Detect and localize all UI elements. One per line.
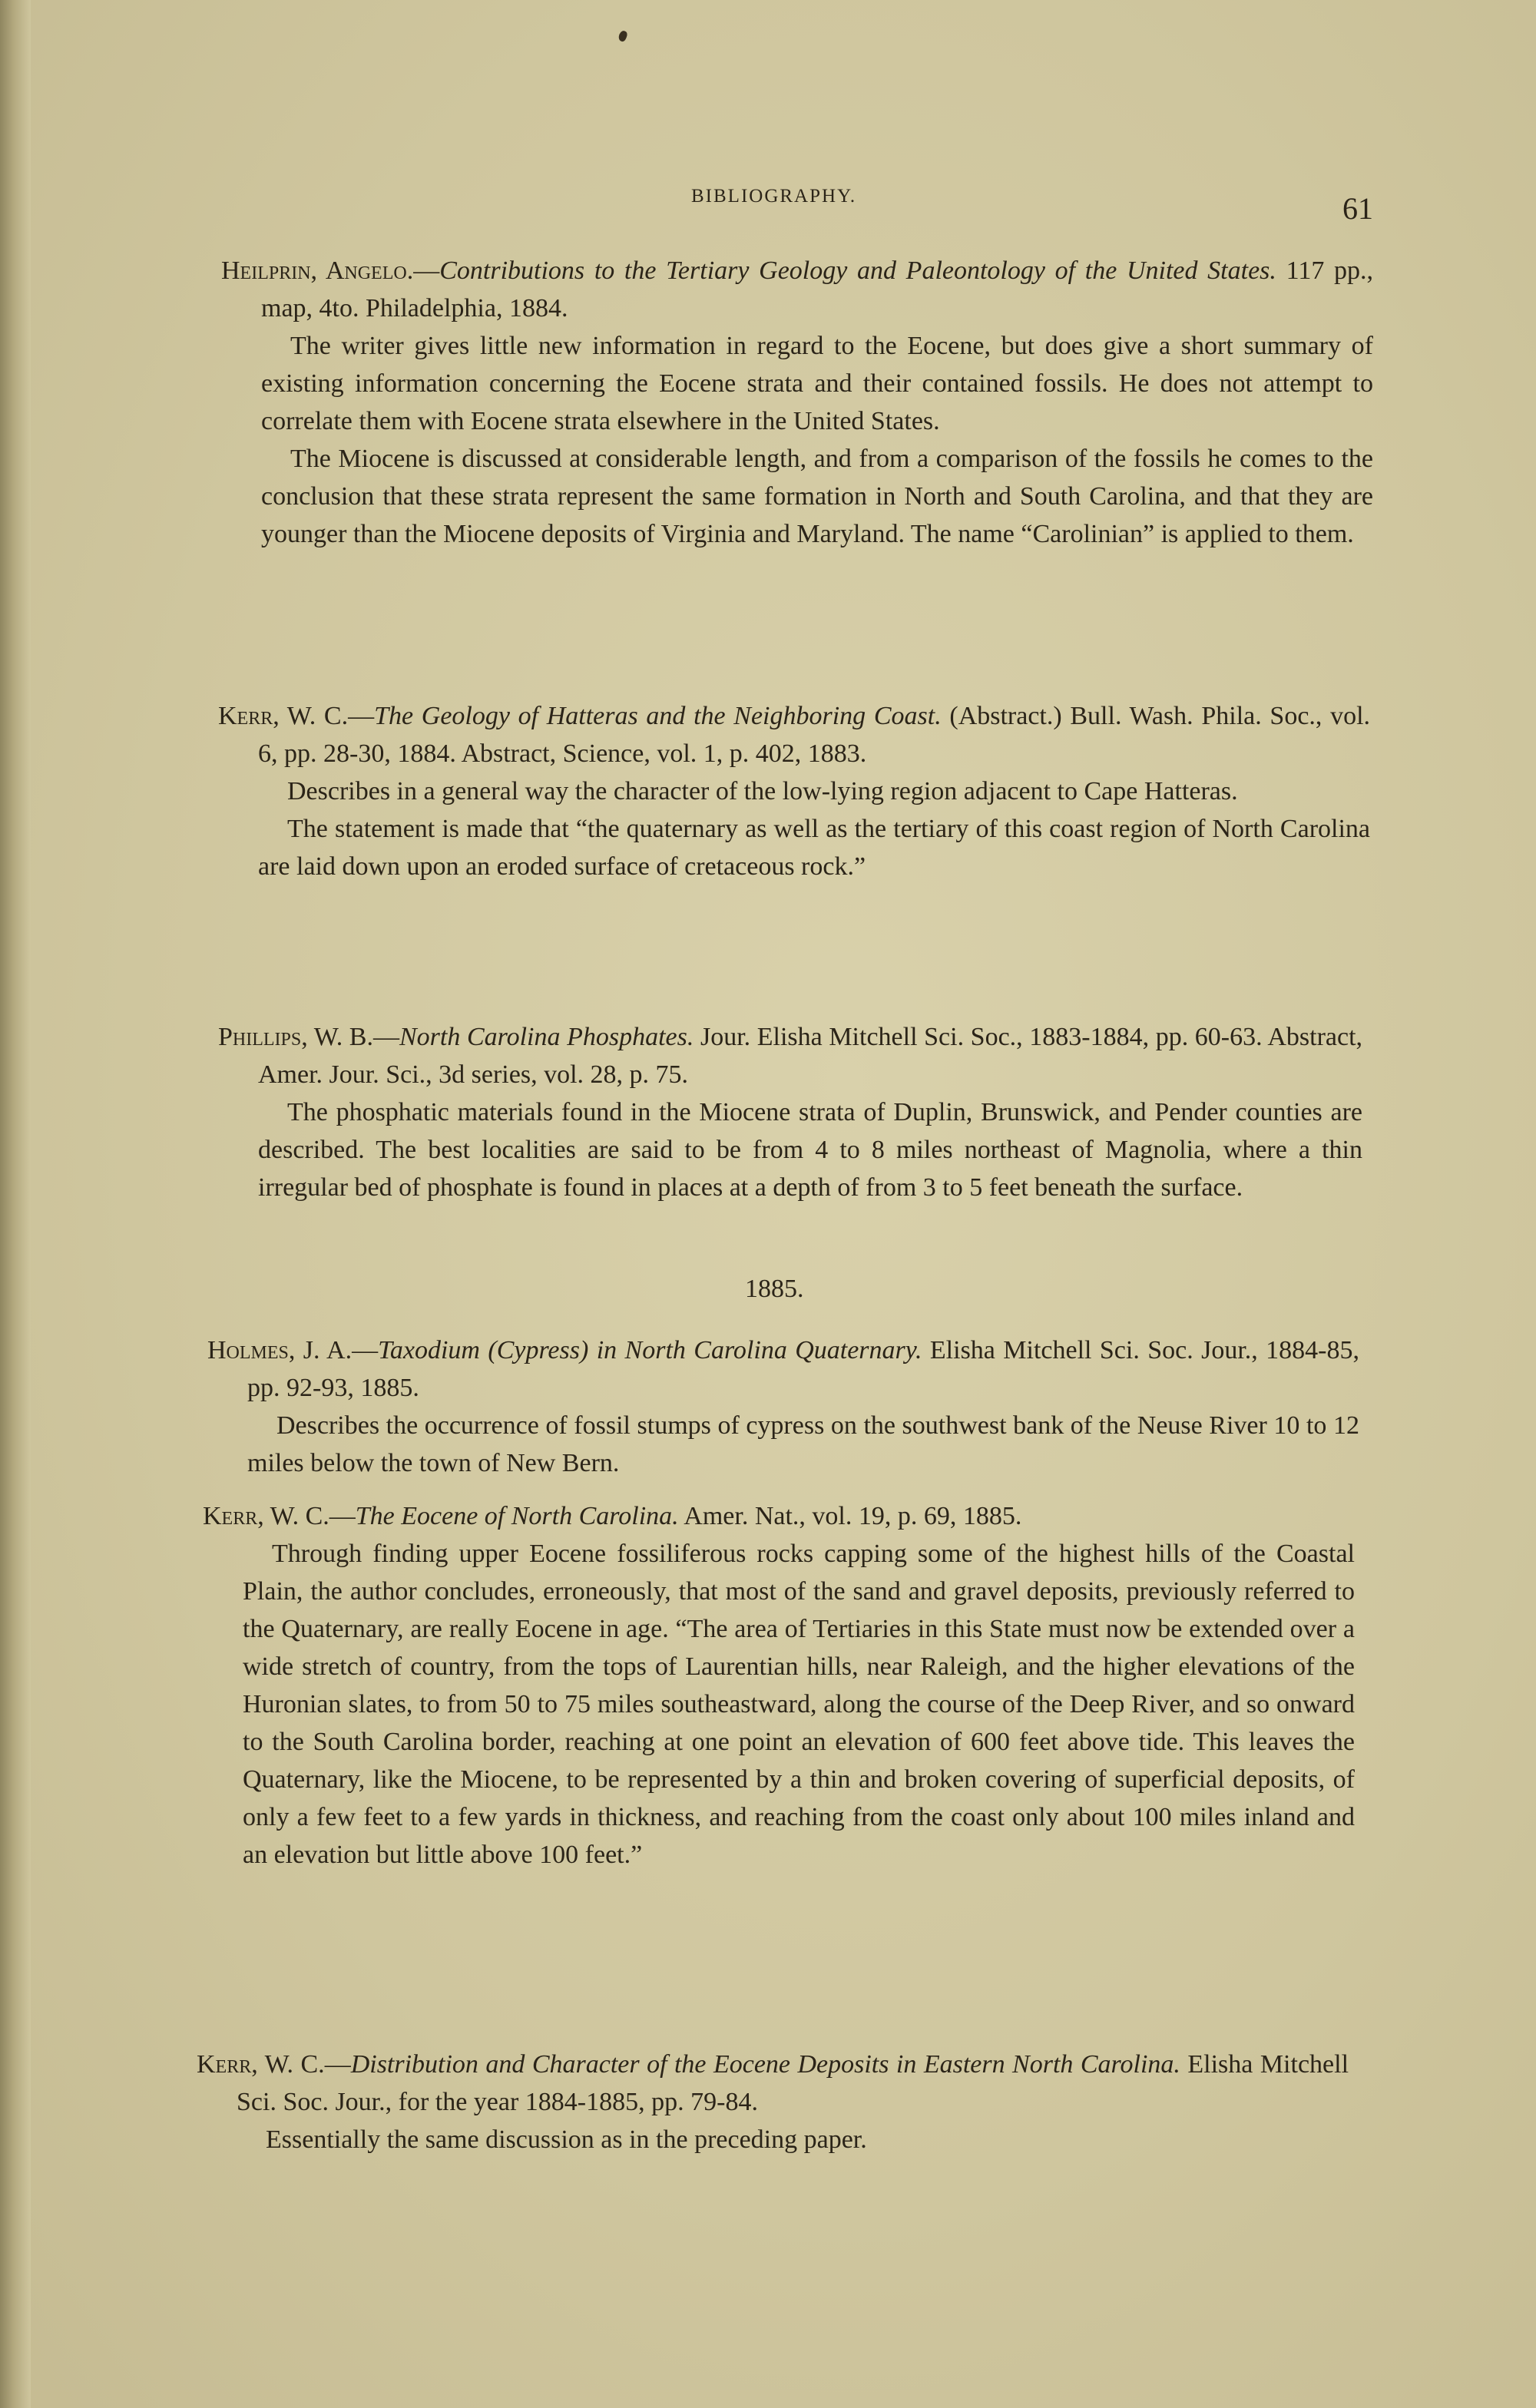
- page-number: 61: [1342, 191, 1373, 226]
- entry-author: Heilprin, Angelo.: [221, 256, 414, 285]
- entry-title: Distribution and Character of the Eocene Deposits in Eastern North Carolina.: [350, 2050, 1180, 2079]
- entry-citation-line: [197, 2046, 1349, 2121]
- bibliography-entry: [218, 697, 1370, 885]
- entry-separator: —: [413, 256, 440, 285]
- entry-author: Kerr, W. C.: [197, 2050, 325, 2079]
- entry-description: The writer gives little new information in regard to the Eocene, but does give a short summary of existing information concerning the Eocene strata and their contained fossils. He does not attempt to correlate them with Eocene strata elsewhere in the United States.: [261, 332, 1373, 435]
- entry-description: The statement is made that “the quaternary as well as the tertiary of this coast region of North Carolina are laid down upon an eroded surface of cretaceous rock.”: [258, 815, 1370, 881]
- entry-title: The Geology of Hatteras and the Neighboring Coast.: [374, 702, 942, 730]
- entry-citation-line: [218, 697, 1370, 772]
- entry-citation-line: [221, 252, 1373, 327]
- entry-citation-line: [207, 1331, 1359, 1407]
- entry-title: North Carolina Phosphates.: [399, 1023, 694, 1051]
- entry-citation: 117 pp., map, 4to. Philadelphia, 1884.: [261, 256, 1373, 322]
- bibliography-entry: [218, 1018, 1362, 1206]
- entry-description: Through finding upper Eocene fossiliferous rocks capping some of the highest hills of the Coastal Plain, the author concludes, erroneously, that most of the sand and gravel deposits, previously referred to the Quaternary, are really Eocene in age. “The area of Tertiaries in this State must now be extended over a wide stretch of country, from the tops of Laurentian hills, near Raleigh, and the higher elevations of the Huronian slates, to from 50 to 75 miles southeastward, along the course of the Deep River, and so onward to the South Carolina border, reaching at one point an elevation of 600 feet above tide. This leaves the Quaternary, like the Miocene, to be represented by a thin and broken covering of superficial deposits, of only a few feet to a few yards in thickness, and reaching from the coast only about 100 miles inland and an elevation but little above 100 feet.”: [243, 1540, 1355, 1869]
- ink-blot: [617, 30, 629, 43]
- page-gutter: [0, 0, 31, 2408]
- entry-separator: —: [352, 1336, 379, 1364]
- running-head: BIBLIOGRAPHY.: [691, 186, 857, 207]
- entry-citation-line: [218, 1018, 1362, 1093]
- entry-description: Describes the occurrence of fossil stumps of cypress on the southwest bank of the Neuse River 10 to 12 miles below the town of New Bern.: [247, 1411, 1359, 1477]
- entry-description: Essentially the same discussion as in the preceding paper.: [266, 2125, 867, 2154]
- entry-description: Describes in a general way the character of the low-lying region adjacent to Cape Hatteras.: [287, 777, 1238, 805]
- entry-citation: Elisha Mitchell Sci. Soc. Jour., 1884-85, pp. 92-93, 1885.: [247, 1336, 1359, 1402]
- bibliography-entry: [207, 1331, 1359, 1482]
- bibliography-entry: [221, 252, 1373, 553]
- entry-title: Taxodium (Cypress) in North Carolina Quaternary.: [378, 1336, 922, 1364]
- entry-citation: Jour. Elisha Mitchell Sci. Soc., 1883-1884, pp. 60-63. Abstract, Amer. Jour. Sci., 3d series, vol. 28, p. 75.: [258, 1023, 1363, 1089]
- entry-separator: —: [329, 1502, 356, 1530]
- bibliography-entry: [203, 1497, 1355, 1874]
- entry-citation: (Abstract.) Bull. Wash. Phila. Soc., vol. 6, pp. 28-30, 1884. Abstract, Science, vol. 1, p. 402, 1883.: [258, 702, 1371, 768]
- entry-separator: —: [324, 2050, 351, 2079]
- entry-separator: —: [348, 702, 375, 730]
- entry-citation: Amer. Nat., vol. 19, p. 69, 1885.: [684, 1502, 1022, 1530]
- entry-title: Contributions to the Tertiary Geology and Paleontology of the United States.: [439, 256, 1276, 285]
- entry-author: Kerr, W. C.: [203, 1502, 329, 1530]
- bibliography-entry: [197, 2046, 1349, 2158]
- year-heading: 1885.: [745, 1275, 804, 1303]
- entry-author: Phillips, W. B.: [218, 1023, 373, 1051]
- entry-citation-line: [203, 1497, 1355, 1535]
- entry-title: The Eocene of North Carolina.: [355, 1502, 679, 1530]
- entry-author: Holmes, J. A.: [207, 1336, 353, 1364]
- entry-separator: —: [372, 1023, 399, 1051]
- entry-description: The phosphatic materials found in the Miocene strata of Duplin, Brunswick, and Pender counties are described. The best localities are said to be from 4 to 8 miles northeast of Magnolia, where a thin irregular bed of phosphate is found in places at a depth of from 3 to 5 feet beneath the surface.: [258, 1098, 1362, 1202]
- entry-citation: Elisha Mitchell Sci. Soc. Jour., for the year 1884-1885, pp. 79-84.: [237, 2050, 1349, 2116]
- entry-author: Kerr, W. C.: [218, 702, 349, 730]
- entry-description: The Miocene is discussed at considerable length, and from a comparison of the fossils he comes to the conclusion that these strata represent the same formation in North and South Carolina, and that they are younger than the Miocene deposits of Virginia and Maryland. The name “Carolinian” is applied to them.: [261, 445, 1373, 548]
